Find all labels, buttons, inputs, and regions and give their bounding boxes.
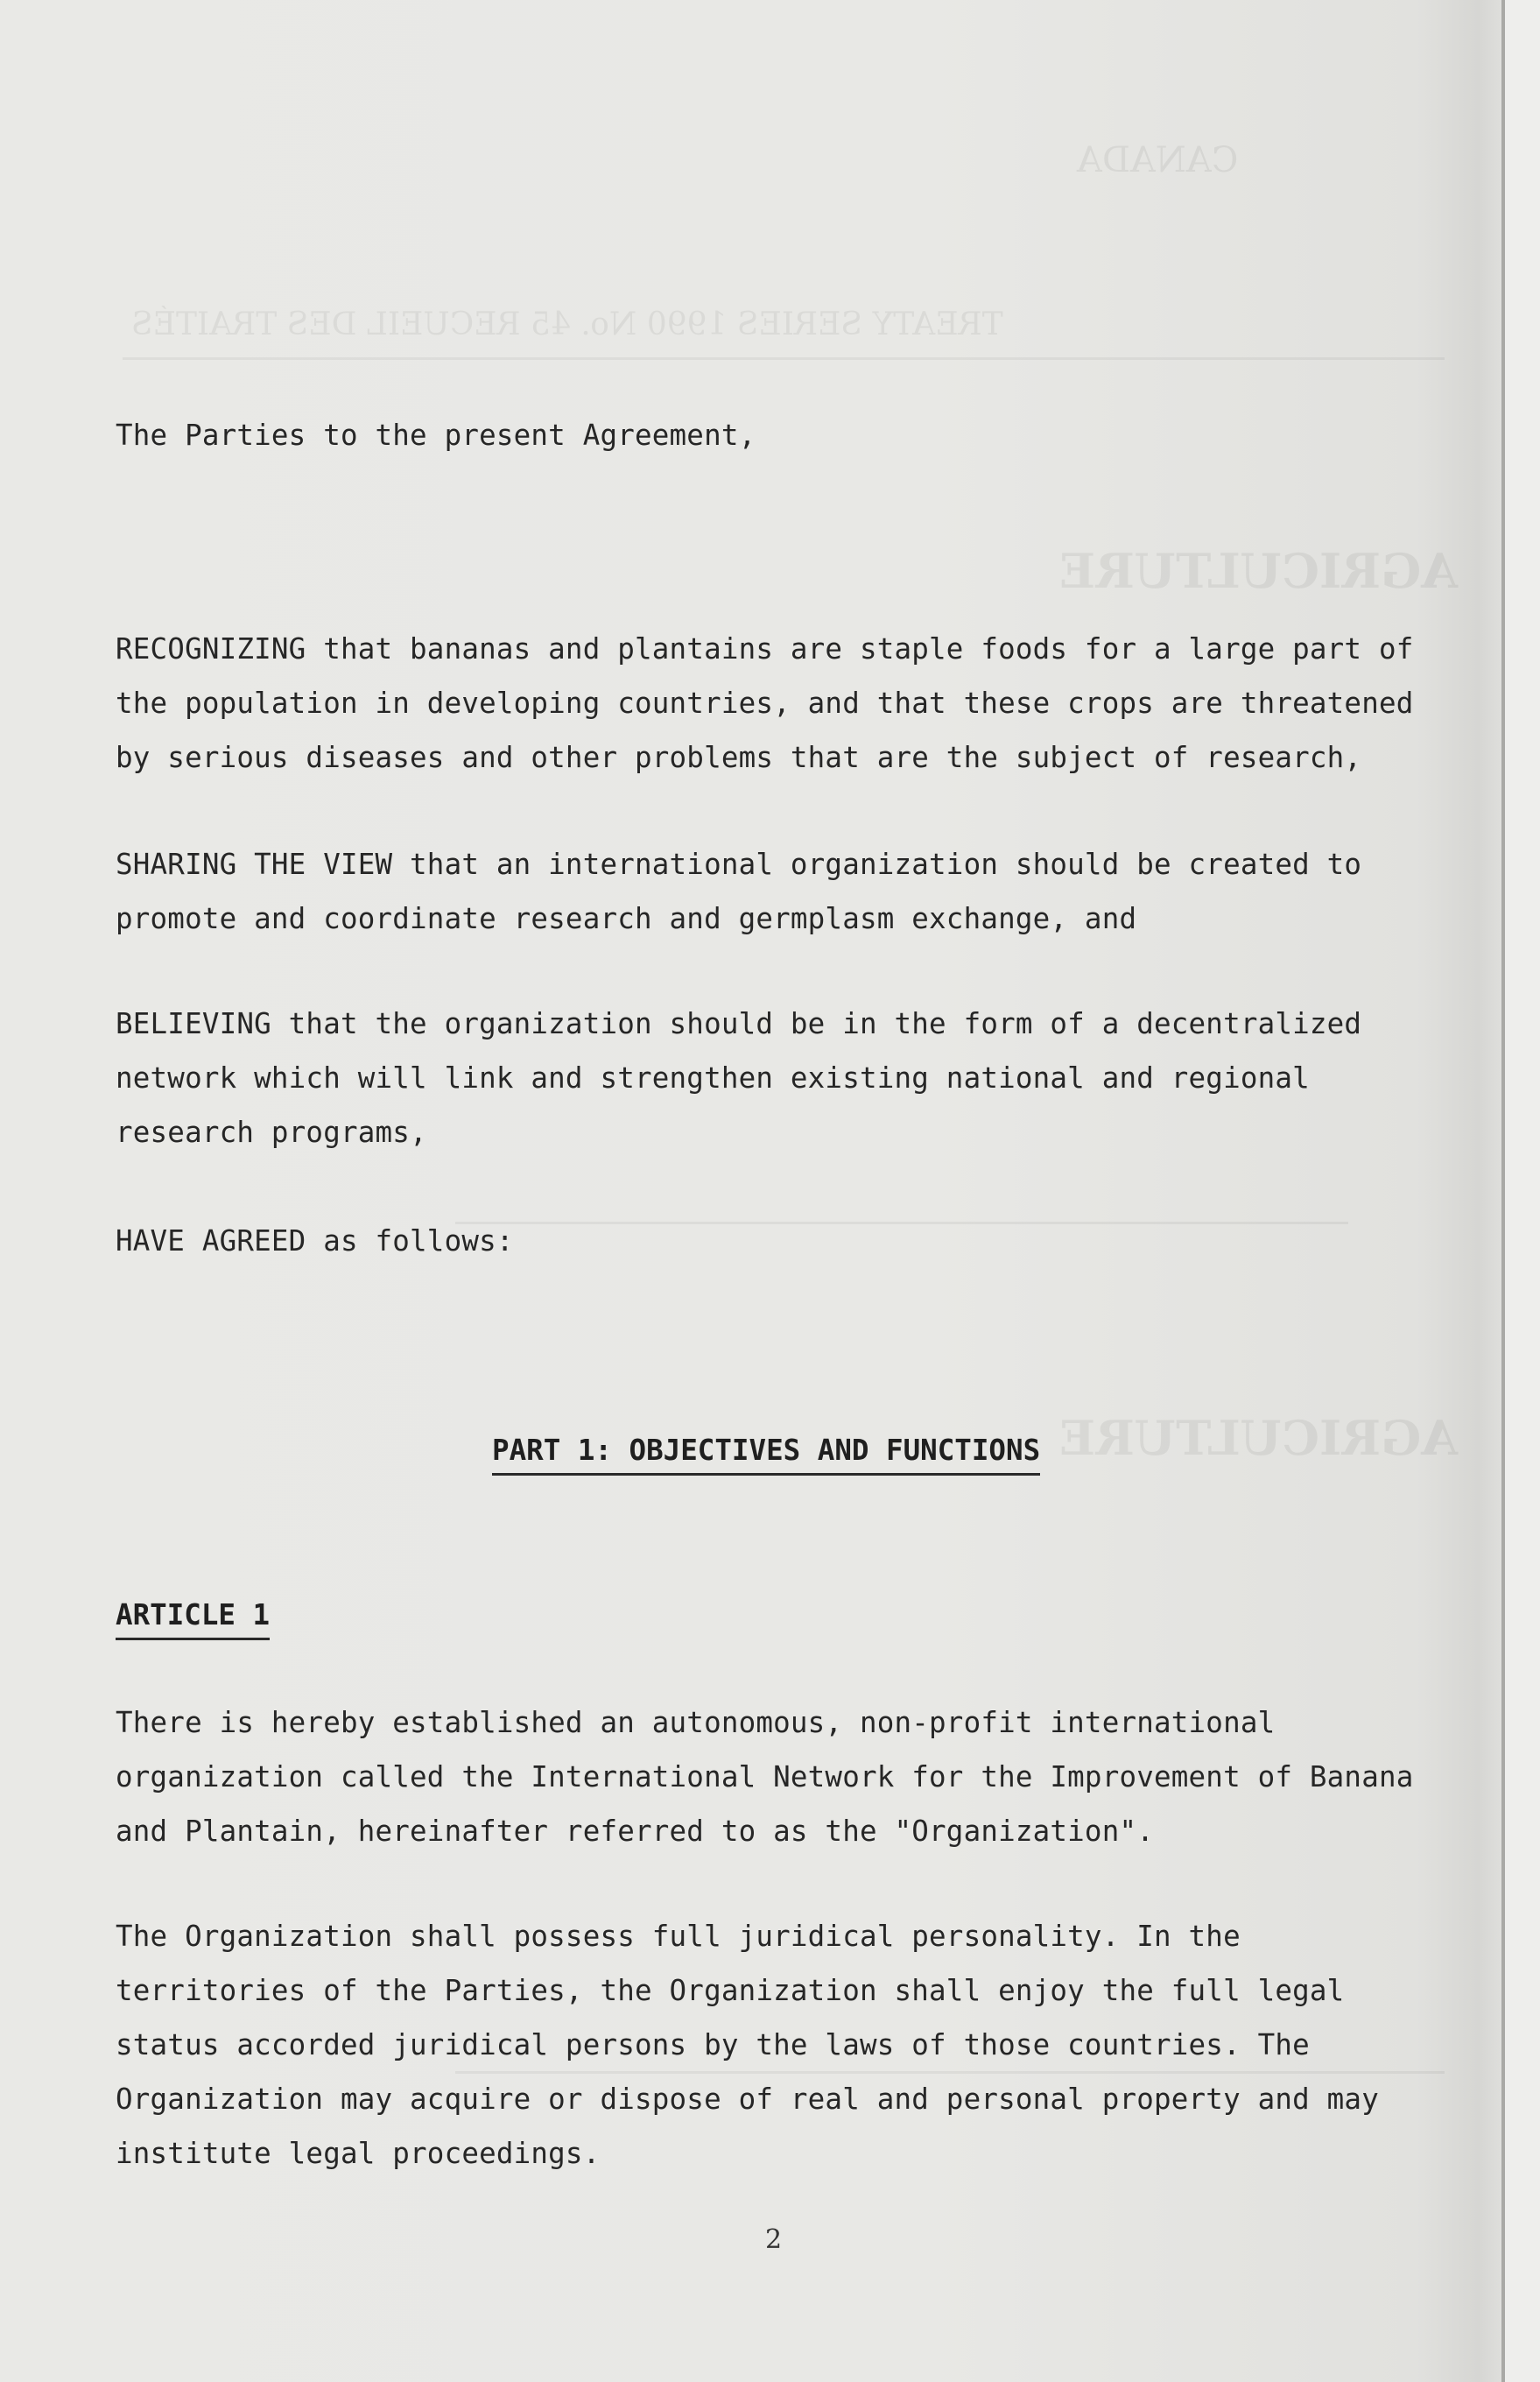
recital-recognizing-line-1: RECOGNIZING that bananas and plantains are staple foods for a large part of — [116, 632, 1414, 666]
article-1-para-1-line-1: There is hereby established an autonomous, non-profit international — [116, 1706, 1276, 1739]
bleed-through-rule — [123, 357, 1445, 360]
bleed-through-title: AGRICULTURE — [1059, 543, 1459, 599]
recital-believing-line-2: network which will link and strengthen existing national and regional — [116, 1061, 1310, 1095]
bleed-through-series: TREATY SERIES 1990 No. 45 RECUEIL DES TRAITÉS — [131, 307, 1003, 342]
part-heading: PART 1: OBJECTIVES AND FUNCTIONS — [492, 1433, 1040, 1476]
article-1-para-2-line-3: status accorded juridical persons by the laws of those countries. The — [116, 2028, 1310, 2061]
bleed-through-rule-2 — [455, 1222, 1348, 1224]
recital-recognizing-line-3: by serious diseases and other problems that are the subject of research, — [116, 741, 1362, 774]
article-1-para-2-line-1: The Organization shall possess full juridical personality. In the — [116, 1920, 1241, 1953]
recital-sharing-line-1: SHARING THE VIEW that an international organization should be created to — [116, 848, 1362, 881]
bleed-through-title-2: AGRICULTURE — [1059, 1410, 1459, 1466]
bleed-through-canada: CANADA — [1077, 140, 1239, 180]
recital-believing-line-3: research programs, — [116, 1116, 427, 1149]
article-1-para-2-line-2: territories of the Parties, the Organization shall enjoy the full legal — [116, 1974, 1345, 2007]
page-number: 2 — [765, 2224, 783, 2255]
recital-believing-line-1: BELIEVING that the organization should be in the form of a decentralized — [116, 1007, 1362, 1040]
article-1-para-2-line-4: Organization may acquire or dispose of real and personal property and may — [116, 2082, 1379, 2116]
recital-recognizing-line-2: the population in developing countries, and that these crops are threatened — [116, 687, 1414, 720]
preamble: The Parties to the present Agreement, — [116, 419, 756, 452]
article-heading: ARTICLE 1 — [116, 1597, 270, 1640]
page-edge-margin — [1505, 0, 1540, 2382]
article-1-para-2-line-5: institute legal proceedings. — [116, 2137, 601, 2170]
article-1-para-1-line-3: and Plantain, hereinafter referred to as the "Organization". — [116, 1815, 1154, 1848]
agreed-statement: HAVE AGREED as follows: — [116, 1224, 514, 1258]
article-1-para-1-line-2: organization called the International Network for the Improvement of Banana — [116, 1760, 1414, 1794]
recital-sharing-line-2: promote and coordinate research and germplasm exchange, and — [116, 902, 1137, 935]
